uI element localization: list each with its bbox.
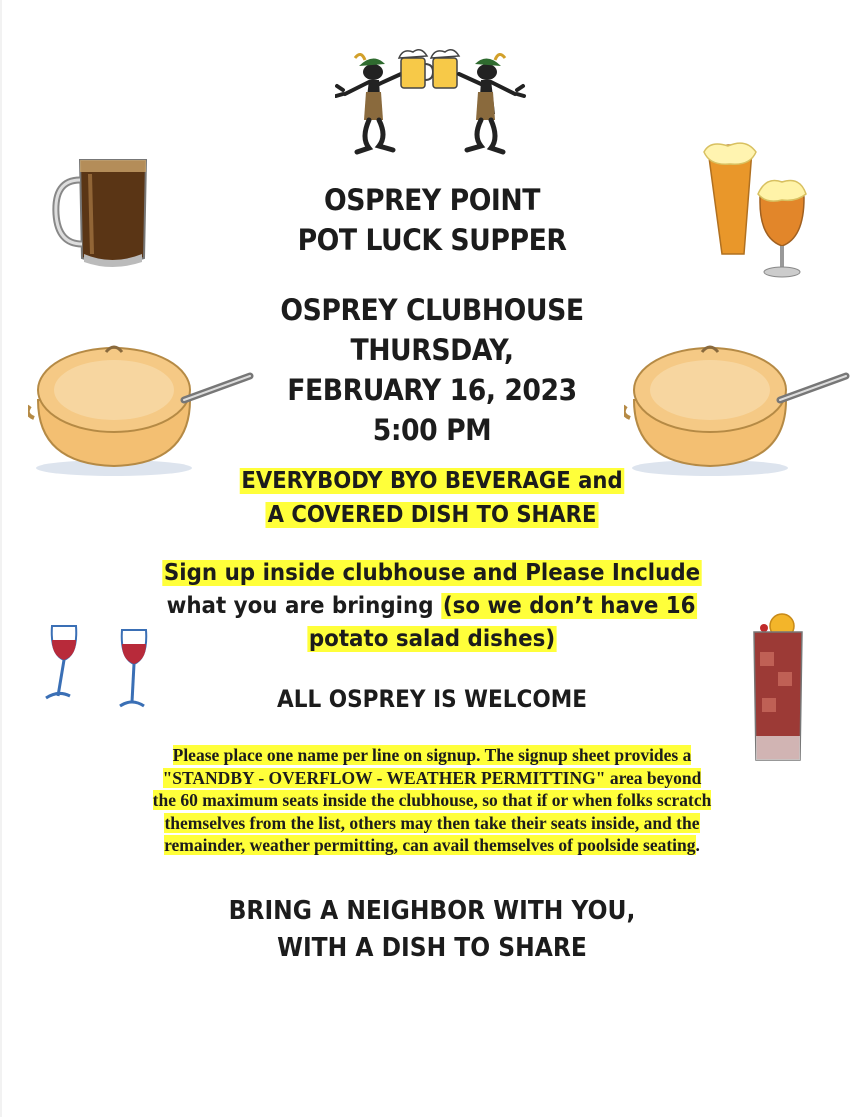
- signup-line-1: Sign up inside clubhouse and Please Include: [163, 560, 701, 586]
- venue: OSPREY CLUBHOUSE: [280, 293, 584, 327]
- scan-edge: [0, 0, 2, 1117]
- byo-line-2: A COVERED DISH TO SHARE: [267, 502, 597, 528]
- date: FEBRUARY 16, 2023: [287, 373, 577, 407]
- event-details: [35, 290, 830, 450]
- time: 5:00 PM: [372, 413, 492, 447]
- note-line-3: the 60 maximum seats inside the clubhouse, so that if or when folks scratch: [152, 790, 712, 810]
- signup-instructions: [60, 744, 804, 857]
- closing-line-1: BRING A NEIGHBOR WITH YOU,: [228, 896, 636, 926]
- note-line-4: themselves from the list, others may then take their seats inside, and the: [164, 812, 700, 833]
- title-line-1: OSPREY POINT: [324, 183, 540, 217]
- event-title: [35, 180, 830, 260]
- closing-message: [43, 893, 821, 967]
- note-line-2: "STANDBY - OVERFLOW - WEATHER PERMITTING" area beyond: [162, 767, 702, 788]
- welcome-line: ALL OSPREY IS WELCOME: [277, 685, 587, 713]
- day: THURSDAY,: [350, 333, 514, 367]
- signup-line-2a: what you are bringing: [166, 593, 434, 619]
- dancing-figures-toasting-beer-icon: [335, 44, 530, 160]
- title-line-2: POT LUCK SUPPER: [297, 223, 567, 257]
- closing-line-2: WITH A DISH TO SHARE: [277, 933, 587, 963]
- note-line-1: Please place one name per line on signup. The signup sheet provides a: [172, 745, 692, 765]
- signup-notice: [30, 557, 834, 656]
- signup-line-2b: (so we don’t have 16: [442, 593, 696, 619]
- note-line-5-end: .: [695, 835, 700, 855]
- byo-line-1: EVERYBODY BYO BEVERAGE and: [241, 468, 623, 494]
- byo-notice: [35, 464, 830, 532]
- note-line-5: remainder, weather permitting, can avail themselves of poolside seating: [164, 835, 696, 855]
- signup-line-3: potato salad dishes): [308, 626, 556, 652]
